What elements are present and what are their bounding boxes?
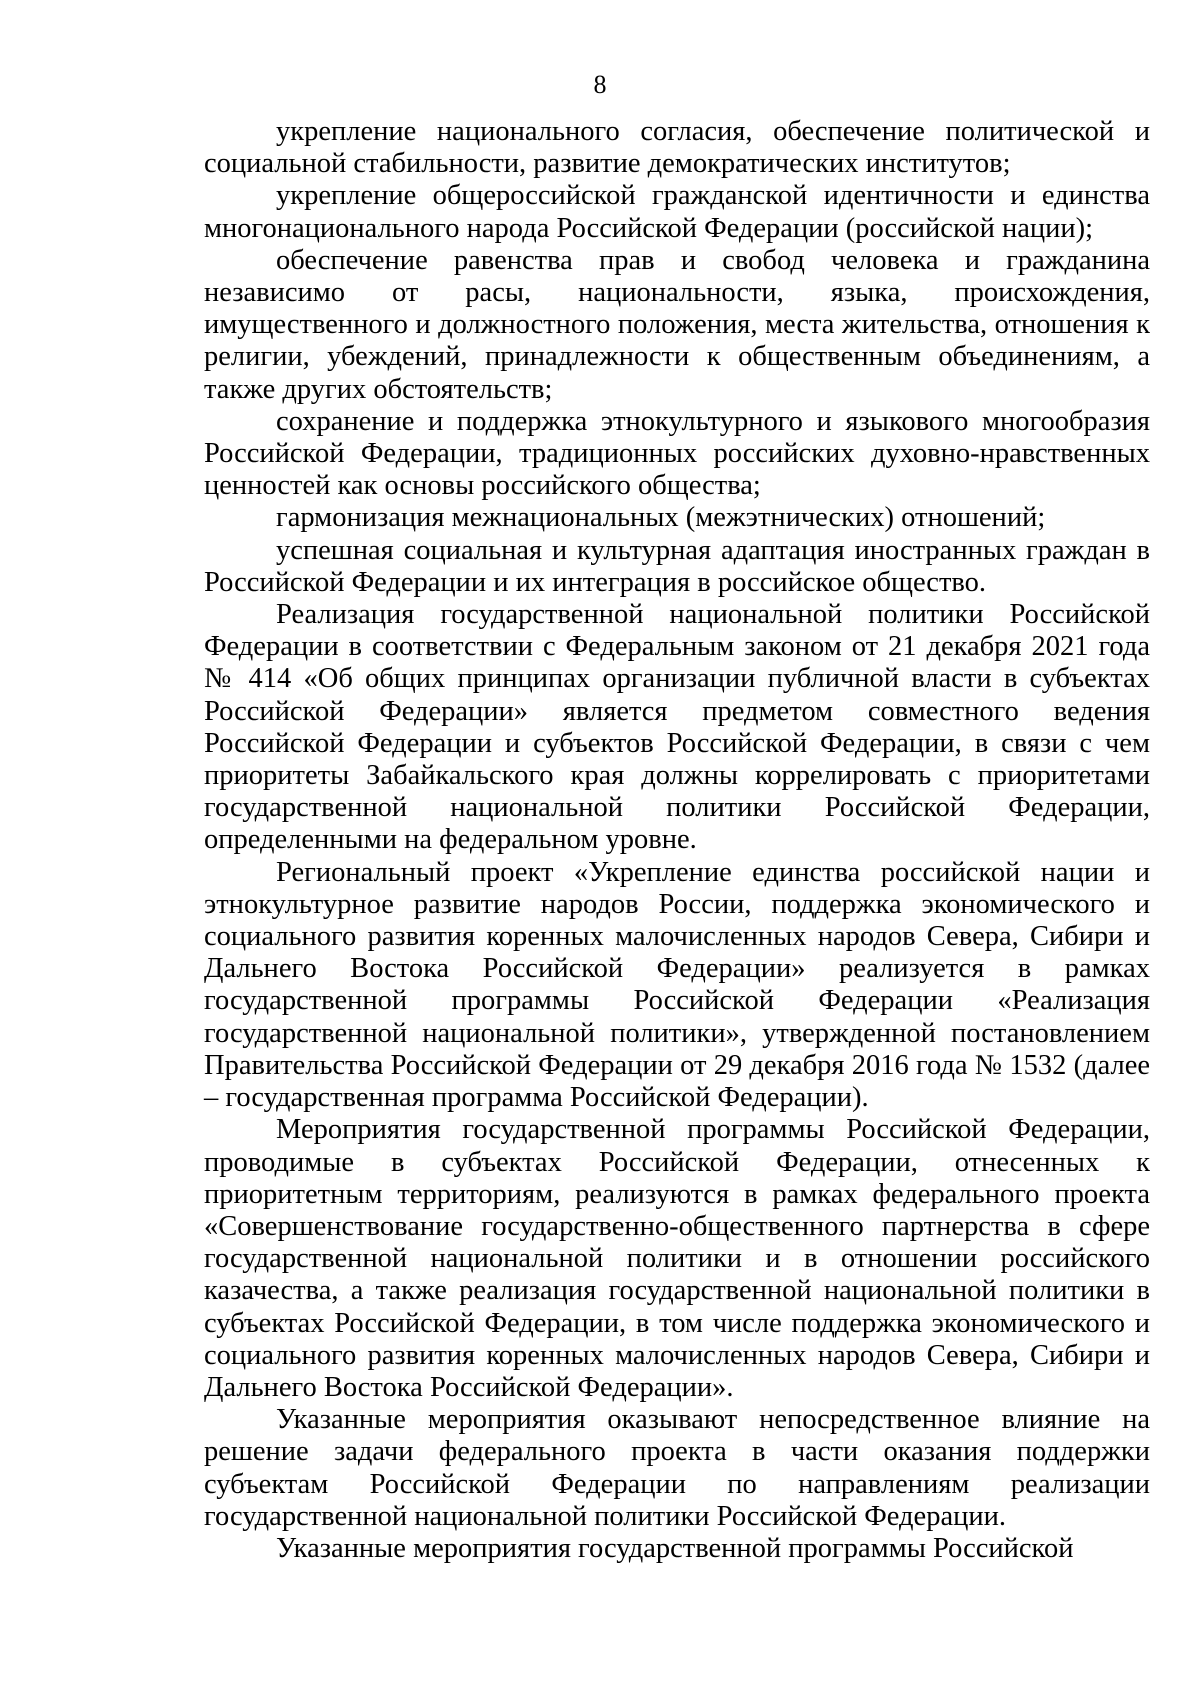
paragraph-activities-impact: Указанные мероприятия оказывают непосредственное влияние на решение задачи федерального проекта в части оказания поддержки субъектам Российской Федерации по направлениям реализации государственной национальной политики Российской Федерации.	[204, 1404, 1150, 1532]
paragraph-national-consent: укрепление национального согласия, обеспечение политической и социальной стабильности, развитие демократических институтов;	[204, 116, 1150, 180]
paragraph-policy-implementation: Реализация государственной национальной политики Российской Федерации в соответствии с Федеральным законом от 21 декабря 2021 года № 414 «Об общих принципах организации публичной власти в субъектах Российской Федерации» является предметом совместного ведения Российской Федерации и субъектов Российской Федерации, в связи с чем приоритеты Забайкальского края должны коррелировать с приоритетами государственной национальной политики Российской Федерации, определенными на федеральном уровне.	[204, 599, 1150, 856]
paragraph-equal-rights: обеспечение равенства прав и свобод человека и гражданина независимо от расы, национальности, языка, происхождения, имущественного и должностного положения, места жительства, отношения к религии, убеждений, принадлежности к общественным объединениям, а также других обстоятельств;	[204, 244, 1150, 405]
page-number: 8	[593, 70, 607, 99]
paragraph-program-activities: Мероприятия государственной программы Российской Федерации, проводимые в субъектах Российской Федерации, отнесенных к приоритетным территориям, реализуются в рамках федерального проекта «Совершенствование государственно-общественного партнерства в сфере государственной национальной политики и в отношении российского казачества, а также реализация государственной национальной политики в субъектах Российской Федерации, в том числе поддержка экономического и социального развития коренных малочисленных народов Севера, Сибири и Дальнего Востока Российской Федерации».	[204, 1114, 1150, 1403]
paragraph-migrant-adaptation: успешная социальная и культурная адаптация иностранных граждан в Российской Федерации и их интеграция в российское общество.	[204, 534, 1150, 598]
paragraph-ethnocultural-diversity: сохранение и поддержка этнокультурного и языкового многообразия Российской Федерации, традиционных российских духовно-нравственных ценностей как основы российского общества;	[204, 405, 1150, 502]
paragraph-regional-project: Региональный проект «Укрепление единства российской нации и этнокультурное развитие народов России, поддержка экономического и социального развития коренных малочисленных народов Севера, Сибири и Дальнего Востока Российской Федерации» реализуется в рамках государственной программы Российской Федерации «Реализация государственной национальной политики», утвержденной постановлением Правительства Российской Федерации от 29 декабря 2016 года № 1532 (далее – государственная программа Российской Федерации).	[204, 856, 1150, 1114]
paragraph-interethnic-harmony: гармонизация межнациональных (межэтнических) отношений;	[276, 502, 1046, 534]
paragraph-continued: Указанные мероприятия государственной программы Российской	[276, 1532, 1074, 1564]
paragraph-civic-identity: укрепление общероссийской гражданской идентичности и единства многонационального народа Российской Федерации (российской нации);	[204, 180, 1150, 244]
document-body	[204, 116, 1150, 1565]
